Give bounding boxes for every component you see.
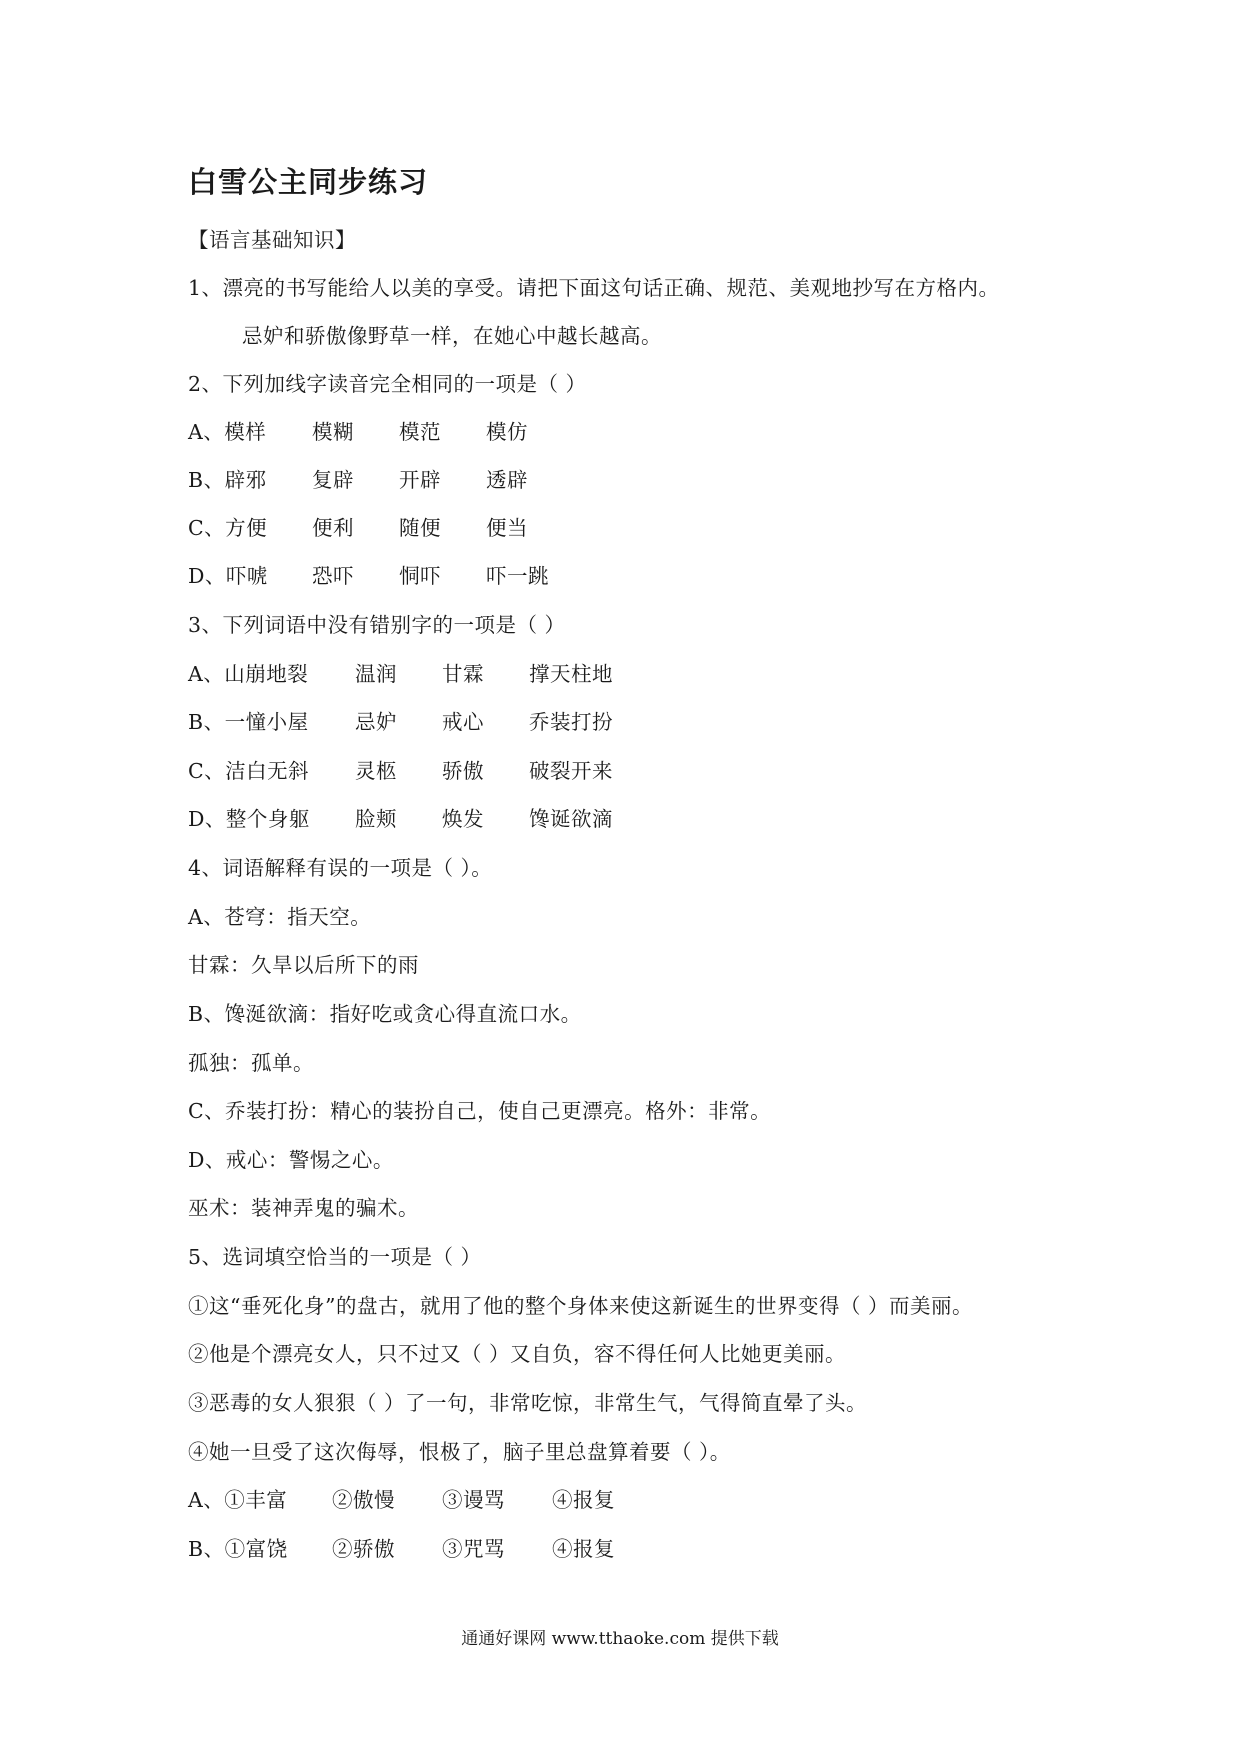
section-heading: 【语言基础知识】 xyxy=(188,228,356,252)
question-4-line: D、戒心：警惕之心。 xyxy=(188,1148,394,1172)
option-word: 忌妒 xyxy=(355,710,397,734)
option-word: 戒心 xyxy=(442,710,484,734)
option-word: 骄傲 xyxy=(442,759,484,783)
option-word: 乔装打扮 xyxy=(529,710,613,734)
option-word: 甘霖 xyxy=(442,662,484,686)
option-word: 温润 xyxy=(355,662,397,686)
question-4-line: 孤独：孤单。 xyxy=(188,1051,314,1075)
question-4: 4、词语解释有误的一项是（ ）。 xyxy=(188,856,493,880)
question-5-line: ①这“垂死化身”的盘古，就用了他的整个身体来使这新诞生的世界变得（ ）而美丽。 xyxy=(188,1294,973,1318)
option-word: D、吓唬 xyxy=(188,564,268,588)
option-word: 随便 xyxy=(399,516,441,540)
option-word: ③谩骂 xyxy=(442,1488,505,1512)
option-word: ④报复 xyxy=(552,1537,615,1561)
option-word: 焕发 xyxy=(442,807,484,831)
question-1-sentence: 忌妒和骄傲像野草一样，在她心中越长越高。 xyxy=(242,324,662,348)
question-5-line: ③恶毒的女人狠狠（ ）了一句，非常吃惊，非常生气，气得简直晕了头。 xyxy=(188,1391,868,1415)
option-word: 吓一跳 xyxy=(486,564,549,588)
option-word: A、山崩地裂 xyxy=(188,662,309,686)
option-word: 开辟 xyxy=(399,468,441,492)
option-word: 撑天柱地 xyxy=(529,662,613,686)
option-word: C、洁白无斜 xyxy=(188,759,310,783)
page-footer: 通通好课网 www.tthaoke.com 提供下载 xyxy=(461,1629,779,1649)
question-4-line: 甘霖：久旱以后所下的雨 xyxy=(188,953,419,977)
option-word: C、方便 xyxy=(188,516,268,540)
option-word: B、辟邪 xyxy=(188,468,267,492)
page-title: 白雪公主同步练习 xyxy=(188,165,429,199)
question-3: 3、下列词语中没有错别字的一项是（ ） xyxy=(188,613,566,637)
option-word: ③咒骂 xyxy=(442,1537,505,1561)
question-5: 5、选词填空恰当的一项是（ ） xyxy=(188,1245,482,1269)
option-word: B、①富饶 xyxy=(188,1537,288,1561)
option-word: ②骄傲 xyxy=(332,1537,395,1561)
option-word: 破裂开来 xyxy=(529,759,613,783)
option-word: 便当 xyxy=(486,516,528,540)
option-word: 馋诞欲滴 xyxy=(529,807,613,831)
question-5-line: ②他是个漂亮女人，只不过又（ ）又自负，容不得任何人比她更美丽。 xyxy=(188,1342,847,1366)
option-word: A、模样 xyxy=(188,420,267,444)
option-word: 模糊 xyxy=(312,420,354,444)
option-word: 模范 xyxy=(399,420,441,444)
option-word: 灵柩 xyxy=(355,759,397,783)
option-word: 恫吓 xyxy=(399,564,441,588)
question-5-line: ④她一旦受了这次侮辱，恨极了，脑子里总盘算着要（ ）。 xyxy=(188,1440,731,1464)
question-1: 1、漂亮的书写能给人以美的享受。请把下面这句话正确、规范、美观地抄写在方格内。 xyxy=(188,276,1000,300)
option-word: A、①丰富 xyxy=(188,1488,288,1512)
option-word: B、一憧小屋 xyxy=(188,710,309,734)
question-2: 2、下列加线字读音完全相同的一项是（ ） xyxy=(188,372,587,396)
question-4-line: 巫术：装神弄鬼的骗术。 xyxy=(188,1196,419,1220)
option-word: 脸颊 xyxy=(355,807,397,831)
question-4-line: C、乔装打扮：精心的装扮自己，使自己更漂亮。格外：非常。 xyxy=(188,1099,772,1123)
option-word: 便利 xyxy=(312,516,354,540)
question-4-line: B、馋涎欲滴：指好吃或贪心得直流口水。 xyxy=(188,1002,582,1026)
option-word: 模仿 xyxy=(486,420,528,444)
option-word: D、整个身躯 xyxy=(188,807,310,831)
option-word: ④报复 xyxy=(552,1488,615,1512)
option-word: 透辟 xyxy=(486,468,528,492)
option-word: 恐吓 xyxy=(312,564,354,588)
option-word: ②傲慢 xyxy=(332,1488,395,1512)
question-4-line: A、苍穹：指天空。 xyxy=(188,905,372,929)
option-word: 复辟 xyxy=(312,468,354,492)
